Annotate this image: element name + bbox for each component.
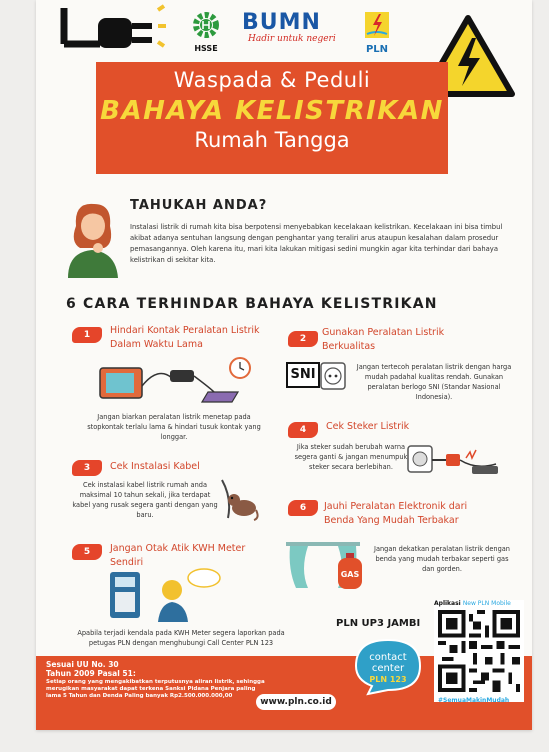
step-3-number: 3 (72, 460, 102, 476)
hsse-logo (186, 10, 226, 54)
cara-heading: 6 CARA TERHINDAR BAHAYA KELISTRIKAN (66, 296, 438, 312)
contact-center-badge (350, 636, 426, 696)
cc-line1: contact (369, 652, 407, 663)
uu-line3: Setiap orang yang mengakibatkan terputusnya aliran listrik, sehingga merugikan masyarakat dapat terkena Sanksi Pidana Penjara paling lama 5 Tahun dan Denda Paling banyak Rp2.500.000.000,00 (46, 679, 265, 699)
hashtag: #SemuaMakinMudah (438, 697, 510, 704)
step-4-illustration (406, 444, 502, 482)
step-6-desc: Jangan dekatkan peralatan listrik dengan benda yang mudah terbakar seperti gas dan gorden. (374, 545, 510, 573)
website-link[interactable]: www.pln.co.id (256, 694, 336, 710)
pln-logo (356, 10, 398, 54)
title-line2: BAHAYA KELISTRIKAN (100, 96, 444, 126)
step-1-illustration (98, 356, 258, 406)
gear-icon (191, 10, 221, 40)
step-1-number: 1 (72, 327, 102, 343)
gas-cylinder-icon (336, 552, 364, 590)
uu-line1: Sesuai UU No. 30 (46, 660, 119, 669)
step-4-number: 4 (288, 422, 318, 438)
step-5-desc: Apabila terjadi kendala pada KWH Meter segera laporkan pada petugas PLN dengan menghubungi Call Center PLN 123 (77, 629, 285, 647)
step-4-desc: Jika steker sudah berubah warna segera ganti & jangan menumpuk steker secara berlebihan. (294, 443, 408, 471)
step-1-desc: Jangan biarkan peralatan listrik menetap pada stopkontak terlalu lama & hindari tusuk kontak yang longgar. (87, 413, 261, 441)
uu-notice (46, 660, 266, 700)
hsse-label: HSSE (194, 44, 218, 53)
step-1-title: Hindari Kontak Peralatan Listrik Dalam Waktu Lama (110, 325, 260, 350)
gas-label: GAS (340, 570, 360, 579)
cc-line2: center (371, 663, 405, 674)
thinking-woman-illustration (60, 196, 124, 278)
pln-up3-label: PLN UP3 JAMBI (336, 618, 421, 629)
bumn-logo (242, 12, 340, 46)
step-3-desc: Cek instalasi kabel listrik rumah anda maksimal 10 tahun sekali, jika terdapat kabel yang rusak segera ganti dengan yang baru. (72, 481, 218, 519)
step-4-title: Cek Steker Listrik (326, 421, 410, 432)
step-2-desc: Jangan tertecoh peralatan listrik dengan harga mudah padahal kualitas rendah. Gunakan peralatan berlogo SNI (Standar Nasional Indonesia). (356, 363, 512, 401)
step-5-title: Jangan Otak Atik KWH Meter Sendiri (110, 543, 246, 568)
pln-bolt-icon (363, 10, 391, 40)
step-6-title: Jauhi Peralatan Elektronik dari Benda Yang Mudah Terbakar (324, 501, 468, 526)
tahukah-body: Instalasi listrik di rumah kita bisa berpotensi menyebabkan kecelakaan kelistrikan. Kecelakaan ini bisa timbul akibat adanya sentuhan langsung dengan penghantar yang teraliri arus ataupun kesalahan dalam prosedur pemasangannya. Oleh karena itu, mari kita lakukan mitigasi sedini mungkin agar kita terhindar dari bahaya kelistrikan di sekitar kita. (130, 223, 503, 264)
bumn-label: BUMN (242, 10, 321, 35)
kwh-meter-illustration (106, 568, 226, 622)
aplikasi-app-name: New PLN Mobile (462, 600, 511, 607)
plug-icon (60, 4, 168, 52)
step-5-number: 5 (72, 544, 102, 560)
step-6-number: 6 (288, 500, 318, 516)
aplikasi-label (434, 600, 511, 607)
sni-logo: SNI (286, 362, 320, 388)
wall-socket-icon (320, 362, 346, 390)
cc-line3: PLN 123 (369, 675, 407, 684)
qr-code[interactable] (438, 610, 520, 692)
step-2-title: Gunakan Peralatan Listrik Berkualitas (322, 327, 445, 352)
bumn-tagline: Hadir untuk negeri (248, 34, 336, 44)
step-2-number: 2 (288, 331, 318, 347)
title-banner (96, 62, 448, 174)
tahukah-heading: TAHUKAH ANDA? (130, 198, 268, 213)
aplikasi-text: Aplikasi (434, 600, 461, 607)
pln-label: PLN (365, 44, 389, 55)
title-line3: Rumah Tangga (194, 128, 350, 152)
title-line1: Waspada & Peduli (173, 68, 371, 92)
uu-line2: Tahun 2009 Pasal 51: (46, 669, 136, 678)
step-3-title: Cek Instalasi Kabel (110, 461, 200, 472)
poster (36, 0, 532, 730)
mouse-chewing-cable-illustration (220, 478, 260, 522)
